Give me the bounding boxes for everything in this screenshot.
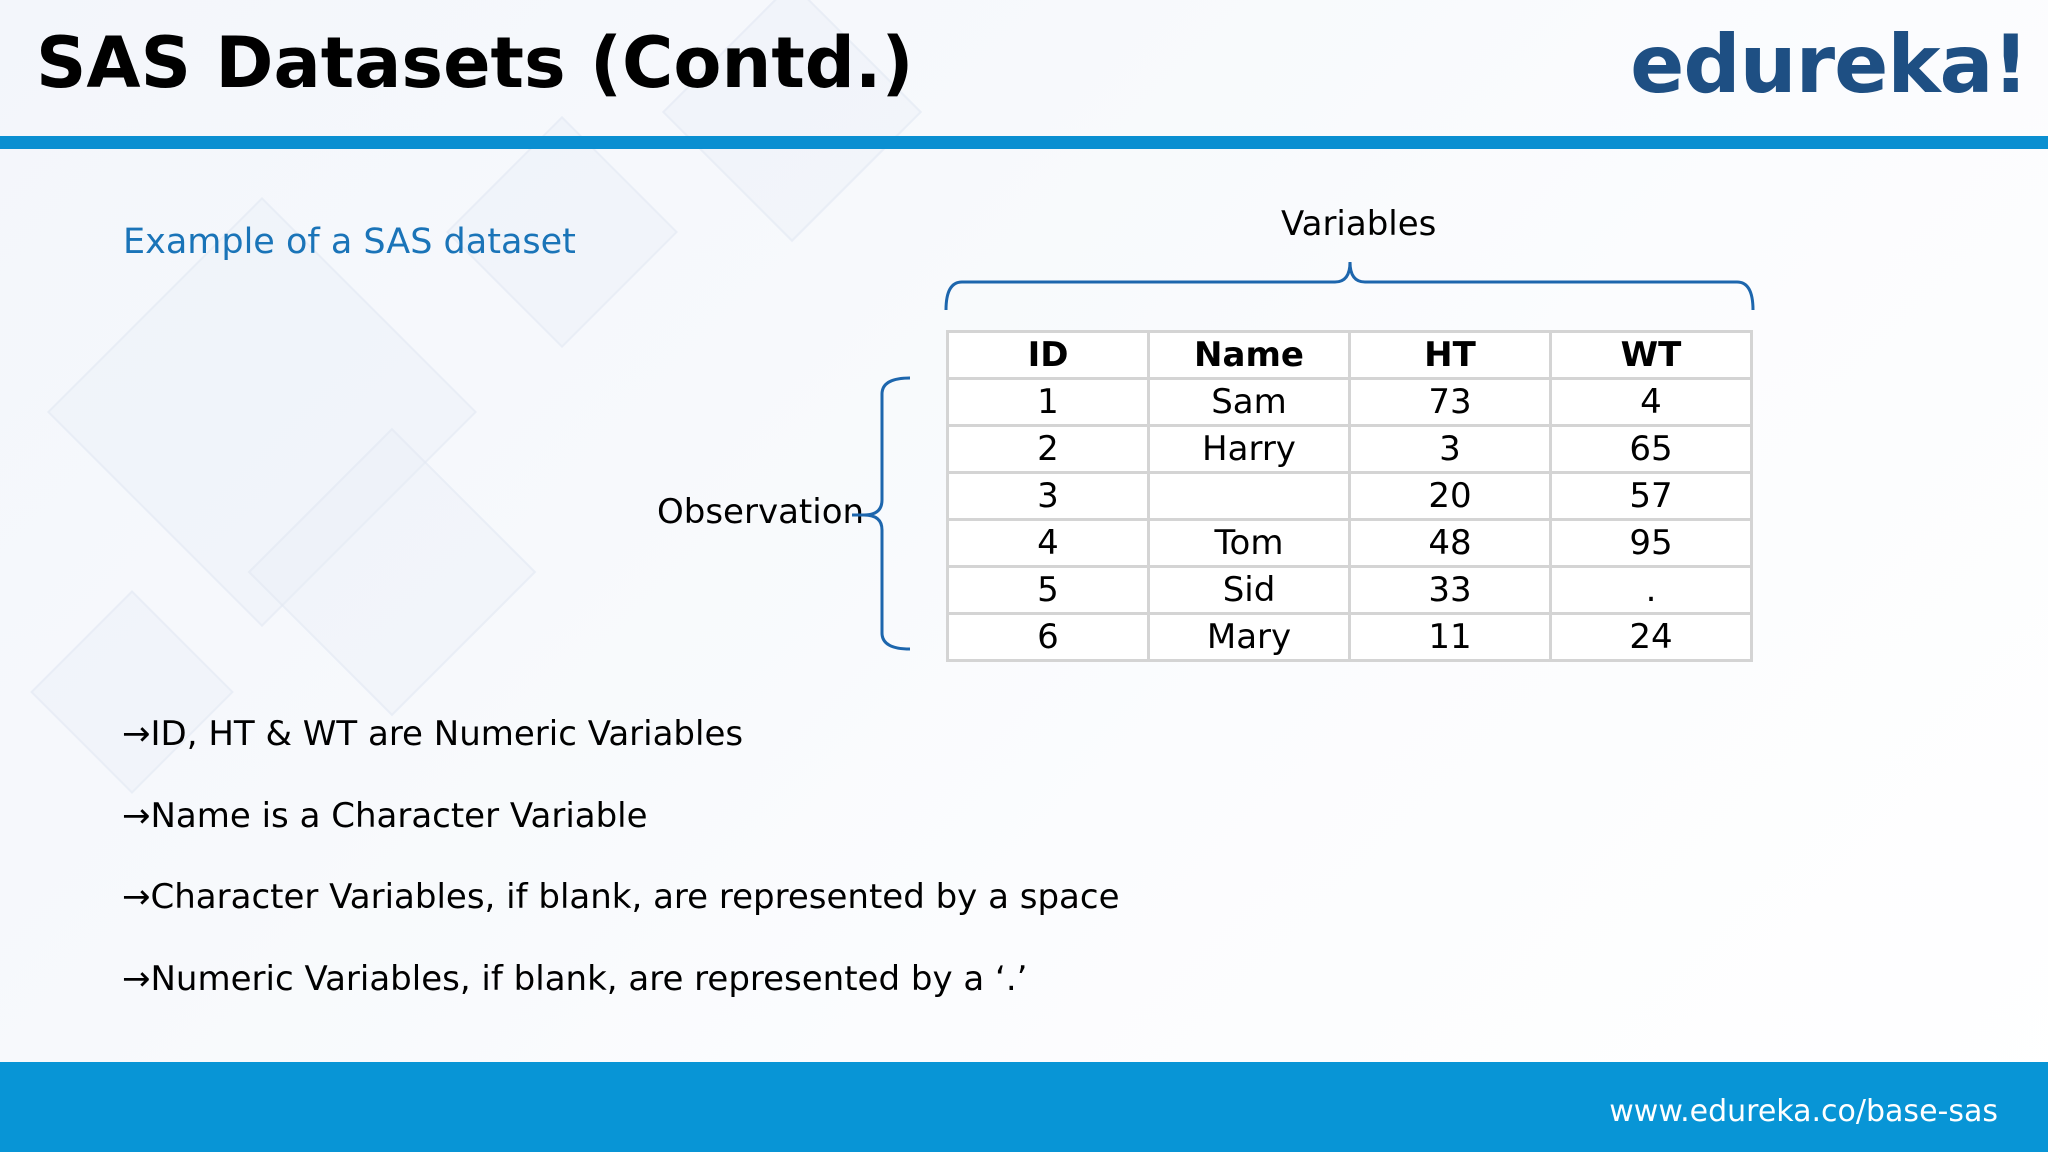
bullet-item xyxy=(122,951,1119,1033)
example-subtitle: Example of a SAS dataset xyxy=(123,222,576,262)
bullet-item xyxy=(122,706,1119,788)
table-header-row xyxy=(948,332,1752,379)
arrow-right-icon: → xyxy=(122,714,151,754)
table-cell: 95 xyxy=(1551,520,1752,567)
table-cell: 20 xyxy=(1350,473,1551,520)
bullet-text: Numeric Variables, if blank, are represented by a ‘.’ xyxy=(150,958,1028,999)
arrow-right-icon: → xyxy=(122,795,151,836)
table-row xyxy=(948,379,1752,426)
observation-label: Observation xyxy=(657,492,865,532)
table-cell: 3 xyxy=(948,473,1149,520)
table-cell: 24 xyxy=(1551,614,1752,661)
table-cell: 48 xyxy=(1350,520,1551,567)
table-cell: Mary xyxy=(1149,614,1350,661)
observation-brace xyxy=(864,378,910,649)
table-cell: 1 xyxy=(948,379,1149,426)
table-row xyxy=(948,567,1752,614)
header-divider-bar xyxy=(0,136,2048,149)
table-cell: 11 xyxy=(1350,614,1551,661)
table-header-ht: HT xyxy=(1350,332,1551,379)
table-header-id: ID xyxy=(948,332,1149,379)
bullet-text: ID, HT & WT are Numeric Variables xyxy=(150,714,744,754)
table-cell: 57 xyxy=(1551,473,1752,520)
table-cell: Tom xyxy=(1149,520,1350,567)
variables-brace xyxy=(946,262,1753,310)
table-cell: 6 xyxy=(948,614,1149,661)
footer-url-link[interactable]: www.edureka.co/base-sas xyxy=(1609,1094,1998,1129)
table-cell: Sam xyxy=(1149,379,1350,426)
bullet-item xyxy=(122,788,1119,870)
table-cell: 73 xyxy=(1350,379,1551,426)
slide-title: SAS Datasets (Contd.) xyxy=(36,22,914,104)
bullet-text: Name is a Character Variable xyxy=(150,795,648,836)
table-row xyxy=(948,426,1752,473)
table-cell xyxy=(1149,473,1350,520)
table-row xyxy=(948,614,1752,661)
table-cell: Harry xyxy=(1149,426,1350,473)
arrow-right-icon: → xyxy=(122,958,151,999)
table-header-name: Name xyxy=(1149,332,1350,379)
arrow-right-icon: → xyxy=(122,877,151,917)
table-cell: 33 xyxy=(1350,567,1551,614)
table-cell: 4 xyxy=(1551,379,1752,426)
edureka-logo: edureka! xyxy=(1630,18,2028,111)
sas-dataset-table xyxy=(946,330,1753,662)
table-cell: . xyxy=(1551,567,1752,614)
footer-bar xyxy=(0,1062,2048,1152)
table-cell: 2 xyxy=(948,426,1149,473)
table-header-wt: WT xyxy=(1551,332,1752,379)
table-row xyxy=(948,520,1752,567)
table-cell: Sid xyxy=(1149,567,1350,614)
table-cell: 65 xyxy=(1551,426,1752,473)
table-row xyxy=(948,473,1752,520)
variables-label: Variables xyxy=(1281,204,1437,244)
bullet-text: Character Variables, if blank, are represented by a space xyxy=(150,877,1120,917)
table-cell: 3 xyxy=(1350,426,1551,473)
bullet-item xyxy=(122,869,1119,951)
table-cell: 4 xyxy=(948,520,1149,567)
bullet-list xyxy=(122,706,1119,1032)
table-cell: 5 xyxy=(948,567,1149,614)
